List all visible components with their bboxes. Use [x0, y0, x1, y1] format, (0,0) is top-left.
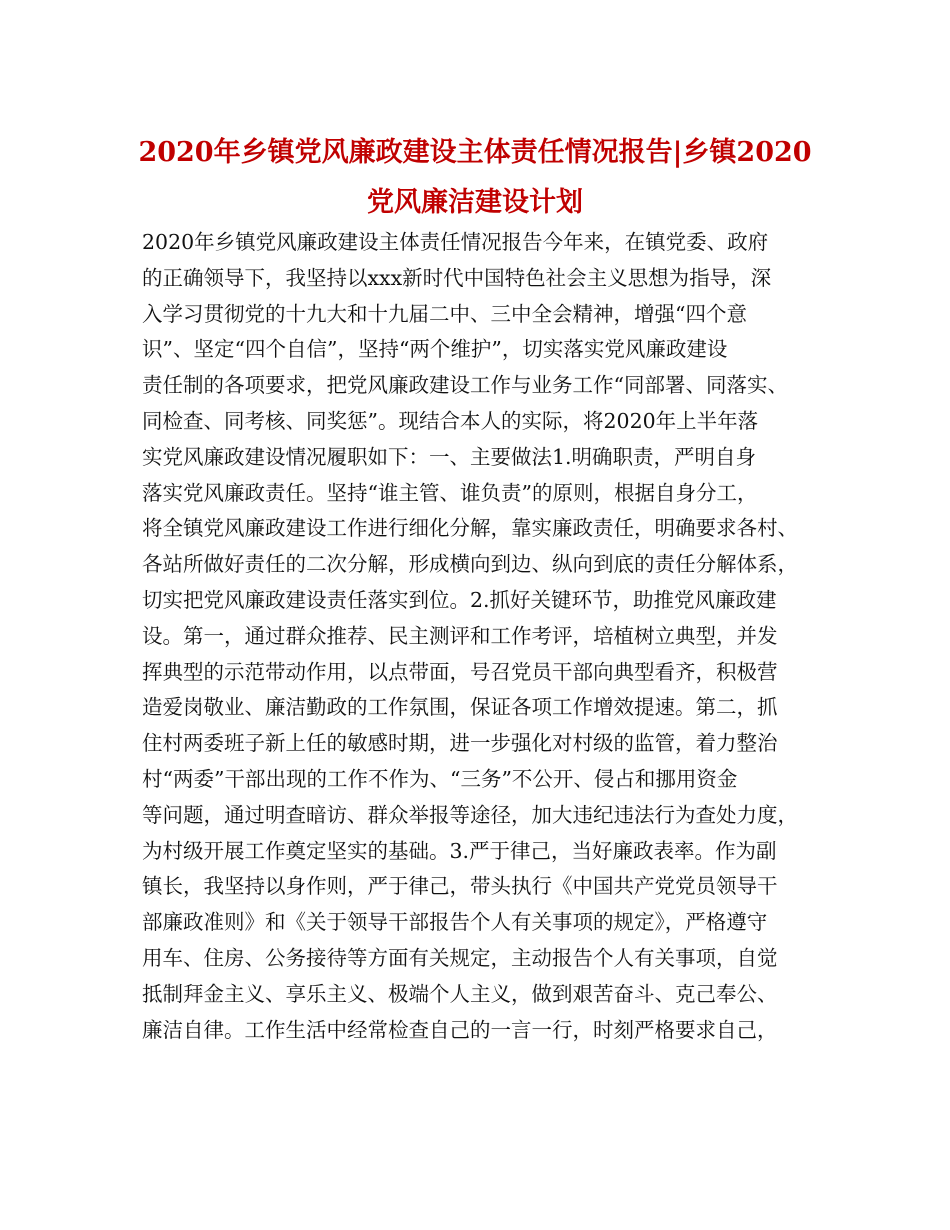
body-line: 入学习贯彻党的十九大和十九届二中、三中全会精神，增强“四个意 [142, 301, 747, 326]
body-line: 2020年乡镇党风廉政建设主体责任情况报告今年来，在镇党委、政府 [142, 230, 769, 254]
body-line: 责任制的各项要求，把党风廉政建设工作与业务工作“同部署、同落实、 [142, 373, 788, 398]
body-line: 挥典型的示范带动作用，以点带面，号召党员干部向典型看齐，积极营 [142, 659, 778, 684]
body-line: 村“两委”干部出现的工作不作为、“三务”不公开、侵占和挪用资金 [142, 766, 738, 791]
body-line: 等问题，通过明查暗访、群众举报等途径，加大违纪违法行为查处力度， [142, 802, 798, 827]
body-line: 为村级开展工作奠定坚实的基础。3.严于律己，当好廉政表率。作为副 [142, 838, 777, 863]
body-line: 廉洁自律。工作生活中经常检查自己的一言一行，时刻严格要求自己， [142, 1017, 778, 1042]
body-line: 将全镇党风廉政建设工作进行细化分解，靠实廉政责任，明确要求各村、 [142, 516, 798, 541]
body-line: 造爱岗敬业、廉洁勤政的工作氛围，保证各项工作增效提速。第二，抓 [142, 695, 778, 720]
body-line: 同检查、同考核、同奖惩”。现结合本人的实际，将2020年上半年落 [142, 408, 759, 433]
body-line: 实党风廉政建设情况履职如下：一、主要做法1.明确职责，严明自身 [142, 444, 757, 469]
body-line: 切实把党风廉政建设责任落实到位。2.抓好关键环节，助推党风廉政建 [142, 587, 777, 612]
body-line: 的正确领导下，我坚持以xxx新时代中国特色社会主义思想为指导，深 [142, 265, 772, 290]
body-line: 住村两委班子新上任的敏感时期，进一步强化对村级的监管，着力整治 [142, 731, 778, 756]
body-line: 落实党风廉政责任。坚持“谁主管、谁负责”的原则，根据自身分工， [142, 480, 758, 505]
body-line: 各站所做好责任的二次分解，形成横向到边、纵向到底的责任分解体系， [142, 552, 798, 577]
title-line: 2020年乡镇党风廉政建设主体责任情况报告|乡镇2020 [138, 137, 812, 168]
document-body [142, 225, 822, 1048]
body-line: 抵制拜金主义、享乐主义、极端个人主义，做到艰苦奋斗、克己奉公、 [142, 981, 778, 1006]
document-title [100, 128, 850, 228]
body-line: 镇长，我坚持以身作则，严于律己，带头执行《中国共产党党员领导干 [142, 874, 778, 899]
body-line: 设。第一，通过群众推荐、民主测评和工作考评，培植树立典型，并发 [142, 623, 778, 648]
body-line: 识”、坚定“四个自信”，坚持“两个维护”，切实落实党风廉政建设 [142, 337, 728, 362]
body-line: 部廉政准则》和《关于领导干部报告个人有关事项的规定》，严格遵守 [142, 910, 768, 935]
title-line: 党风廉洁建设计划 [367, 187, 583, 218]
body-line: 用车、住房、公务接待等方面有关规定，主动报告个人有关事项，自觉 [142, 945, 778, 970]
